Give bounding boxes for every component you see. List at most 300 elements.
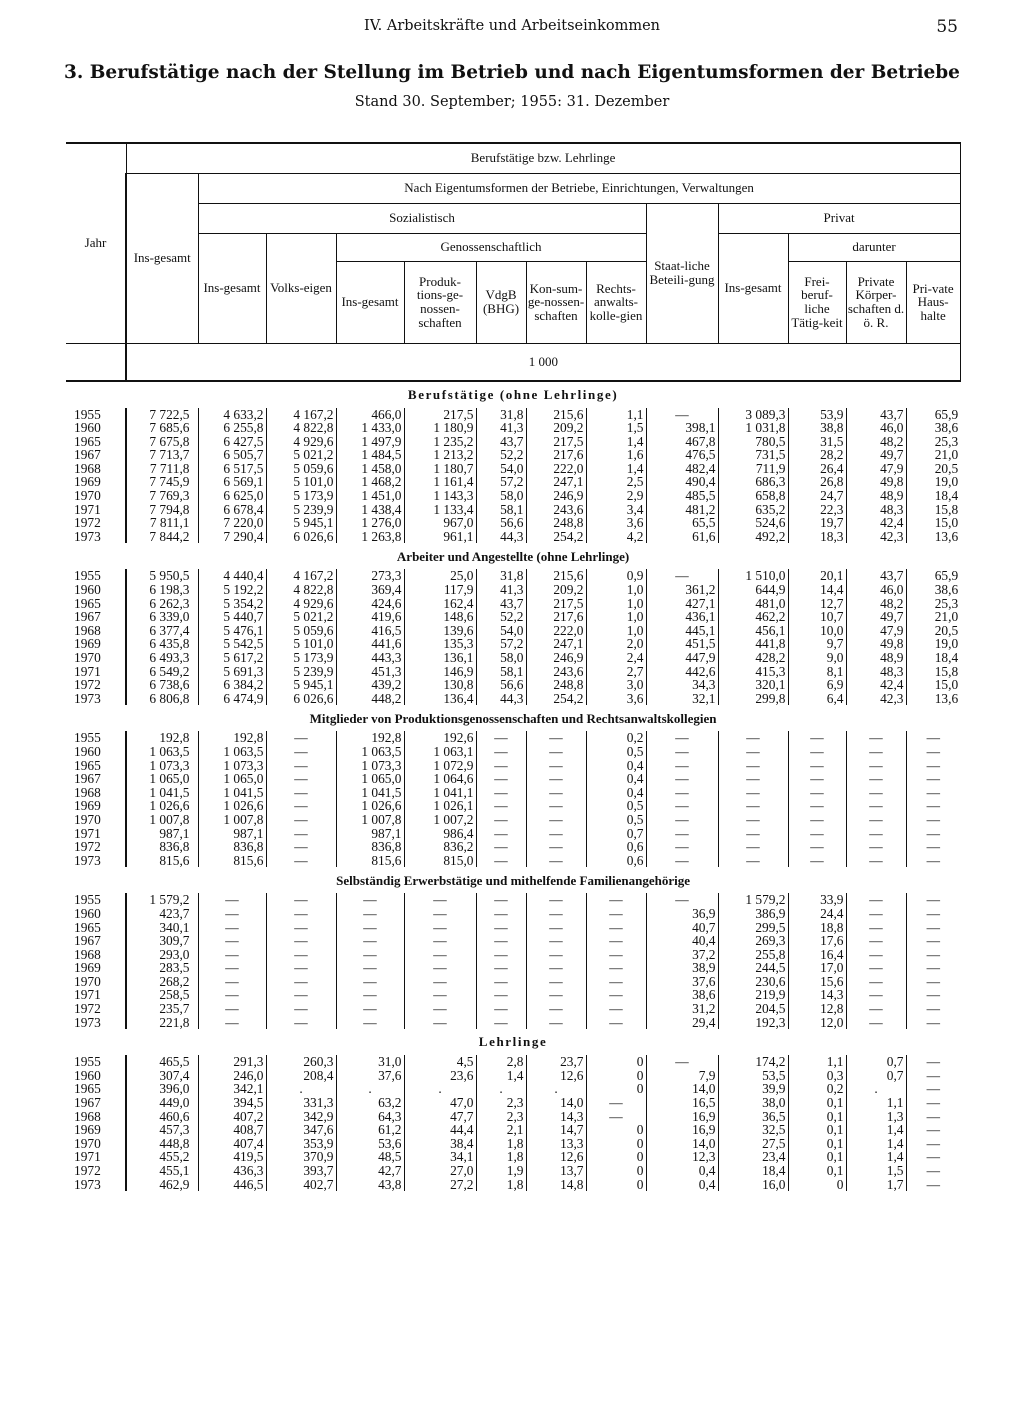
table-row xyxy=(66,759,960,773)
table-cell: 1 041,5 xyxy=(198,786,266,800)
header-gen-insgesamt: Ins-gesamt xyxy=(336,261,404,343)
table-cell: — xyxy=(586,1016,646,1030)
table-cell: 2,9 xyxy=(586,489,646,503)
table-cell: 6 262,3 xyxy=(126,597,198,611)
table-row xyxy=(66,1069,960,1083)
table-cell: 38,6 xyxy=(906,583,960,597)
table-cell: — xyxy=(198,961,266,975)
table-cell: — xyxy=(526,1016,586,1030)
table-cell: 6 474,9 xyxy=(198,692,266,706)
table-cell: 15,8 xyxy=(906,665,960,679)
table-cell: — xyxy=(646,731,718,745)
table-row xyxy=(66,731,960,745)
table-cell: 53,9 xyxy=(788,408,846,422)
table-cell: 6 678,4 xyxy=(198,503,266,517)
table-cell: 43,7 xyxy=(846,408,906,422)
table-cell: 0 xyxy=(586,1150,646,1164)
table-row xyxy=(66,1002,960,1016)
table-cell: 0,1 xyxy=(788,1096,846,1110)
table-cell: 2,8 xyxy=(476,1055,526,1069)
table-cell: 14,7 xyxy=(526,1123,586,1137)
table-cell: 686,3 xyxy=(718,475,788,489)
table-cell: 1 007,8 xyxy=(126,813,198,827)
table-cell: 49,7 xyxy=(846,610,906,624)
table-cell: 130,8 xyxy=(404,678,476,692)
table-cell: — xyxy=(906,1082,960,1096)
section-header xyxy=(66,381,960,408)
table-cell: 465,5 xyxy=(126,1055,198,1069)
table-cell: 13,7 xyxy=(526,1164,586,1178)
table-row xyxy=(66,1055,960,1069)
table-cell: 1 065,0 xyxy=(198,772,266,786)
table-cell: 455,1 xyxy=(126,1164,198,1178)
section-title: Lehrlinge xyxy=(478,1034,548,1050)
table-cell: — xyxy=(198,907,266,921)
table-row xyxy=(66,961,960,975)
table-cell: — xyxy=(476,799,526,813)
header-staatliche-beteiligung: Staat-liche Beteili-gung xyxy=(646,203,718,343)
table-cell: 217,6 xyxy=(526,610,586,624)
table-row xyxy=(66,1123,960,1137)
table-cell: 14,3 xyxy=(526,1110,586,1124)
table-cell: — xyxy=(906,813,960,827)
table-cell: 146,9 xyxy=(404,665,476,679)
year-cell: 1973 xyxy=(74,528,101,544)
table-row xyxy=(66,421,960,435)
table-row xyxy=(66,692,960,706)
table-cell: — xyxy=(336,1002,404,1016)
table-cell: — xyxy=(476,921,526,935)
table-cell: 1 484,5 xyxy=(336,448,404,462)
table-cell: 25,3 xyxy=(906,435,960,449)
table-cell: 44,4 xyxy=(404,1123,476,1137)
table-cell: 27,2 xyxy=(404,1178,476,1192)
table-cell: 56,6 xyxy=(476,678,526,692)
table-row xyxy=(66,530,960,544)
table-cell: 0,6 xyxy=(586,854,646,868)
table-cell: 6 198,3 xyxy=(126,583,198,597)
table-cell: — xyxy=(266,907,336,921)
table-cell: 38,8 xyxy=(788,421,846,435)
table-cell: 5 101,0 xyxy=(266,475,336,489)
table-row xyxy=(66,813,960,827)
table-cell: 402,7 xyxy=(266,1178,336,1192)
table-cell: — xyxy=(718,759,788,773)
table-cell: — xyxy=(198,934,266,948)
header-freiberufliche: Frei-beruf-liche Tätig-keit xyxy=(788,261,846,343)
year-cell: 1965 xyxy=(74,919,101,935)
table-cell: 407,2 xyxy=(198,1110,266,1124)
year-cell: 1969 xyxy=(74,960,101,976)
table-cell: 254,2 xyxy=(526,692,586,706)
table-cell: 16,5 xyxy=(646,1096,718,1110)
table-cell: — xyxy=(646,569,718,583)
table-cell: 1,1 xyxy=(846,1096,906,1110)
table-cell: 1 133,4 xyxy=(404,503,476,517)
table-cell: 17,0 xyxy=(788,961,846,975)
table-cell: 38,4 xyxy=(404,1137,476,1151)
table-cell: — xyxy=(718,731,788,745)
table-cell: — xyxy=(198,1002,266,1016)
year-cell: 1955 xyxy=(74,892,101,908)
table-cell: 0 xyxy=(586,1055,646,1069)
table-cell: 1,1 xyxy=(788,1055,846,1069)
table-cell: 1 063,5 xyxy=(198,745,266,759)
table-cell: — xyxy=(526,975,586,989)
table-cell: — xyxy=(476,934,526,948)
table-cell: 2,3 xyxy=(476,1096,526,1110)
year-cell: 1967 xyxy=(74,771,101,787)
table-cell: 14,3 xyxy=(788,988,846,1002)
table-cell: 18,4 xyxy=(906,489,960,503)
table-cell: — xyxy=(266,827,336,841)
table-cell: 0 xyxy=(586,1123,646,1137)
table-cell: 446,5 xyxy=(198,1178,266,1192)
table-cell: 48,2 xyxy=(846,597,906,611)
table-cell: 1 510,0 xyxy=(718,569,788,583)
table-cell: — xyxy=(198,988,266,1002)
table-cell: 192,3 xyxy=(718,1016,788,1030)
table-cell: 43,8 xyxy=(336,1178,404,1192)
table-cell: 221,8 xyxy=(126,1016,198,1030)
table-cell: 58,1 xyxy=(476,503,526,517)
table-cell: 260,3 xyxy=(266,1055,336,1069)
table-cell: 309,7 xyxy=(126,934,198,948)
table-cell: 1 007,2 xyxy=(404,813,476,827)
table-cell: — xyxy=(906,745,960,759)
table-cell: — xyxy=(788,745,846,759)
table-cell: 4 440,4 xyxy=(198,569,266,583)
table-row xyxy=(66,1178,960,1192)
table-cell: — xyxy=(846,948,906,962)
table-cell: — xyxy=(476,1002,526,1016)
table-cell: — xyxy=(404,893,476,907)
table-header xyxy=(66,143,960,381)
table-cell: — xyxy=(846,813,906,827)
table-cell: — xyxy=(586,893,646,907)
table-row xyxy=(66,651,960,665)
table-cell: 41,3 xyxy=(476,583,526,597)
table-cell: 43,7 xyxy=(846,569,906,583)
table-cell: 47,0 xyxy=(404,1096,476,1110)
table-cell: 19,0 xyxy=(906,637,960,651)
table-cell: 18,4 xyxy=(718,1164,788,1178)
table-cell: — xyxy=(476,759,526,773)
table-cell: 136,4 xyxy=(404,692,476,706)
table-cell: 7 811,1 xyxy=(126,516,198,530)
table-cell: 457,3 xyxy=(126,1123,198,1137)
table-cell: — xyxy=(646,893,718,907)
table-cell: 26,8 xyxy=(788,475,846,489)
table-cell: 1 064,6 xyxy=(404,772,476,786)
table-cell: 13,6 xyxy=(906,530,960,544)
table-cell: 347,6 xyxy=(266,1123,336,1137)
table-cell: 39,9 xyxy=(718,1082,788,1096)
table-cell: — xyxy=(198,921,266,935)
table-cell: 6 026,6 xyxy=(266,530,336,544)
table-cell: 25,3 xyxy=(906,597,960,611)
table-cell: 217,6 xyxy=(526,448,586,462)
table-cell: 0,4 xyxy=(586,772,646,786)
table-cell: 13,3 xyxy=(526,1137,586,1151)
table-cell: 0,3 xyxy=(788,1069,846,1083)
table-row xyxy=(66,1164,960,1178)
table-cell: 815,0 xyxy=(404,854,476,868)
table-cell: — xyxy=(336,934,404,948)
table-cell: 58,1 xyxy=(476,665,526,679)
table-cell: 217,5 xyxy=(404,408,476,422)
table-cell: 0,1 xyxy=(788,1110,846,1124)
table-cell: 1 026,6 xyxy=(336,799,404,813)
table-cell: 246,9 xyxy=(526,651,586,665)
table-cell: — xyxy=(476,893,526,907)
table-cell: 441,6 xyxy=(336,637,404,651)
table-cell: 43,7 xyxy=(476,597,526,611)
table-cell: — xyxy=(846,988,906,1002)
table-cell: — xyxy=(586,948,646,962)
header-vdgb: VdgB (BHG) xyxy=(476,261,526,343)
table-cell: 0,5 xyxy=(586,745,646,759)
table-cell: — xyxy=(476,786,526,800)
table-cell: 34,3 xyxy=(646,678,718,692)
table-cell: 1,4 xyxy=(586,462,646,476)
table-cell: 5 617,2 xyxy=(198,651,266,665)
table-cell: 1,0 xyxy=(586,610,646,624)
table-row xyxy=(66,1096,960,1110)
table-cell: 12,8 xyxy=(788,1002,846,1016)
table-cell: — xyxy=(846,759,906,773)
table-cell: 6 377,4 xyxy=(126,624,198,638)
year-cell: 1971 xyxy=(74,1149,101,1165)
table-cell: — xyxy=(526,799,586,813)
table-cell: 5 476,1 xyxy=(198,624,266,638)
table-cell: 31,0 xyxy=(336,1055,404,1069)
table-cell: 443,3 xyxy=(336,651,404,665)
table-cell: 48,9 xyxy=(846,651,906,665)
table-row xyxy=(66,948,960,962)
table-cell: — xyxy=(336,975,404,989)
table-cell: — xyxy=(846,1016,906,1030)
table-cell: 25,0 xyxy=(404,569,476,583)
table-cell: — xyxy=(198,948,266,962)
table-cell: — xyxy=(646,799,718,813)
year-cell: 1960 xyxy=(74,582,101,598)
table-cell: 466,0 xyxy=(336,408,404,422)
table-cell: — xyxy=(788,786,846,800)
table-cell: 1 065,0 xyxy=(336,772,404,786)
table-cell: 0,4 xyxy=(586,759,646,773)
table-cell: 31,5 xyxy=(788,435,846,449)
table-cell: — xyxy=(266,1002,336,1016)
table-cell: 1,4 xyxy=(846,1123,906,1137)
table-cell: 451,3 xyxy=(336,665,404,679)
table-cell: 731,5 xyxy=(718,448,788,462)
table-cell: 47,9 xyxy=(846,462,906,476)
table-cell: 5 101,0 xyxy=(266,637,336,651)
table-cell: 255,8 xyxy=(718,948,788,962)
table-cell: 456,1 xyxy=(718,624,788,638)
table-cell: 38,0 xyxy=(718,1096,788,1110)
table-cell: . xyxy=(846,1082,906,1096)
table-cell: . xyxy=(476,1082,526,1096)
table-cell: — xyxy=(476,840,526,854)
table-cell: 192,6 xyxy=(404,731,476,745)
table-cell: — xyxy=(906,921,960,935)
table-cell: 22,3 xyxy=(788,503,846,517)
table-cell: — xyxy=(906,1137,960,1151)
table-cell: 0,6 xyxy=(586,840,646,854)
table-cell: 1 143,3 xyxy=(404,489,476,503)
table-cell: 48,3 xyxy=(846,503,906,517)
table-cell: 5 945,1 xyxy=(266,678,336,692)
table-cell: — xyxy=(846,799,906,813)
section-header xyxy=(66,543,960,569)
table-cell: 246,9 xyxy=(526,489,586,503)
table-cell: 416,5 xyxy=(336,624,404,638)
table-cell: 1 072,9 xyxy=(404,759,476,773)
table-cell: 0,5 xyxy=(586,799,646,813)
year-cell: 1967 xyxy=(74,1095,101,1111)
table-cell: 5 059,6 xyxy=(266,462,336,476)
year-cell: 1971 xyxy=(74,825,101,841)
table-cell: — xyxy=(266,745,336,759)
table-cell: 3,0 xyxy=(586,678,646,692)
table-cell: 369,4 xyxy=(336,583,404,597)
table-row xyxy=(66,678,960,692)
table-cell: 7 685,6 xyxy=(126,421,198,435)
table-cell: 38,6 xyxy=(906,421,960,435)
table-cell: — xyxy=(526,840,586,854)
table-cell: 1,8 xyxy=(476,1178,526,1192)
table-cell: 283,5 xyxy=(126,961,198,975)
table-subtitle: Stand 30. September; 1955: 31. Dezember xyxy=(354,94,670,110)
table-cell: — xyxy=(788,799,846,813)
year-cell: 1971 xyxy=(74,987,101,1003)
table-cell: 42,4 xyxy=(846,678,906,692)
table-cell: 18,8 xyxy=(788,921,846,935)
table-cell: — xyxy=(846,731,906,745)
table-cell: 63,2 xyxy=(336,1096,404,1110)
table-cell: — xyxy=(906,961,960,975)
table-cell: 273,3 xyxy=(336,569,404,583)
year-cell: 1970 xyxy=(74,650,101,665)
table-cell: — xyxy=(906,1096,960,1110)
year-cell: 1960 xyxy=(74,1067,101,1083)
header-soz-insgesamt: Ins-gesamt xyxy=(198,233,266,343)
table-cell: 0 xyxy=(586,1178,646,1192)
table-cell: 987,1 xyxy=(126,827,198,841)
table-cell: — xyxy=(906,1016,960,1030)
table-cell: 2,3 xyxy=(476,1110,526,1124)
table-cell: — xyxy=(906,1150,960,1164)
table-cell: 16,9 xyxy=(646,1110,718,1124)
table-cell: 394,5 xyxy=(198,1096,266,1110)
table-cell: 42,7 xyxy=(336,1164,404,1178)
table-row xyxy=(66,624,960,638)
table-cell: 0,2 xyxy=(586,731,646,745)
table-cell: 49,7 xyxy=(846,448,906,462)
table-cell: 31,2 xyxy=(646,1002,718,1016)
table-cell: — xyxy=(906,1123,960,1137)
table-cell: 0,4 xyxy=(646,1178,718,1192)
table-cell: — xyxy=(476,813,526,827)
table-cell: 28,2 xyxy=(788,448,846,462)
table-cell: 7 722,5 xyxy=(126,408,198,422)
year-cell: 1965 xyxy=(74,433,101,449)
table-cell: 1 073,3 xyxy=(198,759,266,773)
table-cell: — xyxy=(266,961,336,975)
table-cell: 340,1 xyxy=(126,921,198,935)
year-cell: 1968 xyxy=(74,460,101,476)
table-cell: 219,9 xyxy=(718,988,788,1002)
table-cell: 5 950,5 xyxy=(126,569,198,583)
year-cell: 1965 xyxy=(74,1081,101,1097)
table-row xyxy=(66,854,960,868)
statistics-table xyxy=(66,142,961,1191)
table-row xyxy=(66,1137,960,1151)
table-row xyxy=(66,1110,960,1124)
table-cell: — xyxy=(646,786,718,800)
table-cell: — xyxy=(906,893,960,907)
table-cell: 246,0 xyxy=(198,1069,266,1083)
table-cell: 6,9 xyxy=(788,678,846,692)
table-cell: 37,2 xyxy=(646,948,718,962)
table-cell: — xyxy=(266,786,336,800)
table-cell: 1 433,0 xyxy=(336,421,404,435)
table-cell: 815,6 xyxy=(198,854,266,868)
table-cell: 16,0 xyxy=(718,1178,788,1192)
table-cell: 370,9 xyxy=(266,1150,336,1164)
year-cell: 1973 xyxy=(74,690,101,706)
year-cell: 1965 xyxy=(74,757,101,773)
table-cell: 5 173,9 xyxy=(266,489,336,503)
table-cell: — xyxy=(718,772,788,786)
table-cell: — xyxy=(788,854,846,868)
table-cell: 5 354,2 xyxy=(198,597,266,611)
table-cell: 47,9 xyxy=(846,624,906,638)
table-cell: 7 675,8 xyxy=(126,435,198,449)
table-cell: 1 073,3 xyxy=(336,759,404,773)
table-cell: 192,8 xyxy=(336,731,404,745)
table-cell: 42,3 xyxy=(846,530,906,544)
year-cell: 1955 xyxy=(74,1054,101,1070)
table-cell: 398,1 xyxy=(646,421,718,435)
table-row xyxy=(66,827,960,841)
year-cell: 1967 xyxy=(74,609,101,625)
table-cell: 19,0 xyxy=(906,475,960,489)
table-cell: — xyxy=(336,907,404,921)
table-cell: 18,3 xyxy=(788,530,846,544)
table-cell: — xyxy=(906,799,960,813)
table-cell: — xyxy=(846,840,906,854)
table-row xyxy=(66,516,960,530)
table-cell: — xyxy=(586,961,646,975)
table-row xyxy=(66,975,960,989)
table-cell: — xyxy=(846,907,906,921)
table-cell: 0,2 xyxy=(788,1082,846,1096)
table-cell: — xyxy=(526,948,586,962)
table-cell: — xyxy=(404,975,476,989)
table-cell: 320,1 xyxy=(718,678,788,692)
table-cell: 243,6 xyxy=(526,503,586,517)
table-cell: 13,6 xyxy=(906,692,960,706)
table-cell: 248,8 xyxy=(526,516,586,530)
table-cell: 6 339,0 xyxy=(126,610,198,624)
year-cell: 1955 xyxy=(74,730,101,746)
table-cell: 293,0 xyxy=(126,948,198,962)
table-cell: 12,7 xyxy=(788,597,846,611)
table-row xyxy=(66,772,960,786)
